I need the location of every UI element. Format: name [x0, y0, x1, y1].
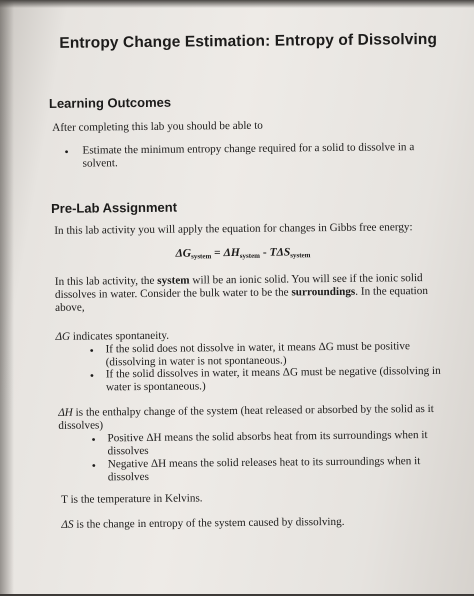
dh-symbol: ΔH	[58, 406, 73, 419]
bullet-dot: •	[89, 343, 94, 358]
bullet-dot: •	[89, 368, 95, 383]
equation-subscript: system	[239, 251, 261, 260]
dh-bullet-item	[108, 455, 448, 485]
text: is the change in entropy of the system caused by dissolving.	[73, 515, 345, 531]
text: will be an ionic solid. You will see if the ionic solid	[189, 272, 423, 287]
dg-symbol: ΔG	[55, 330, 71, 343]
paragraph-line: above,	[55, 301, 85, 314]
surroundings-term: surroundings	[291, 285, 356, 299]
bullet-dot: •	[64, 144, 69, 159]
system-paragraph	[55, 272, 440, 315]
learning-outcome-line: Estimate the minimum entropy change required for a solid to dissolve in a	[82, 141, 415, 157]
bullet-dot: •	[91, 432, 96, 447]
learning-outcome-item	[82, 141, 432, 171]
ds-symbol: ΔS	[61, 518, 74, 531]
learning-outcomes-heading: Learning Outcomes	[48, 94, 172, 111]
dh-bullet-item	[107, 429, 447, 459]
dg-bullet-item	[106, 365, 451, 395]
bullet-line: (dissolving in water is not spontaneous.)	[105, 354, 287, 369]
bullet-line: If the solid dissolves in water, it means ΔG must be negative (dissolving in	[105, 364, 441, 381]
system-term: system	[157, 274, 190, 287]
text: . In the equation	[355, 285, 429, 298]
equation-term: ΔH	[223, 246, 240, 260]
learning-outcomes-intro: After completing this lab you should be able to	[52, 119, 263, 134]
bullet-line: If the solid does not dissolve in water, it means ΔG must be positive	[105, 340, 411, 356]
bullet-line: water is spontaneous.)	[105, 380, 206, 394]
ds-line	[61, 516, 344, 532]
bullet-dot: •	[91, 458, 97, 473]
document-title: Entropy Change Estimation: Entropy of Dissolving	[59, 30, 438, 52]
bullet-line: dissolves	[107, 444, 149, 458]
paragraph-line: dissolves)	[58, 419, 104, 432]
prelab-heading: Pre-Lab Assignment	[50, 199, 178, 216]
text: dissolves in water. Consider the bulk water to be the	[54, 286, 292, 301]
bullet-line: dissolves	[107, 470, 149, 484]
equation-operator: =	[211, 247, 224, 260]
equation-term: TΔS	[269, 246, 291, 259]
text: is the enthalpy change of the system (heat released or absorbed by the solid as it	[72, 402, 434, 419]
equation-operator: -	[259, 246, 270, 259]
bullet-line: Negative ΔH means the solid releases heat to its surroundings when it	[107, 455, 421, 471]
gibbs-equation	[175, 246, 310, 260]
text: In this lab activity, the	[54, 274, 158, 288]
dg-intro	[55, 330, 169, 344]
temperature-line: T is the temperature in Kelvins.	[61, 492, 203, 506]
equation-term: ΔG	[175, 247, 192, 260]
bullet-line: Positive ΔH means the solid absorbs heat from its surroundings when it	[107, 429, 428, 445]
equation-subscript: system	[191, 252, 212, 261]
learning-outcome-line: solvent.	[82, 157, 118, 170]
text: indicates spontaneity.	[70, 329, 170, 343]
equation-subscript: system	[290, 251, 311, 260]
prelab-intro: In this lab activity you will apply the equation for changes in Gibbs free energy:	[54, 221, 413, 237]
